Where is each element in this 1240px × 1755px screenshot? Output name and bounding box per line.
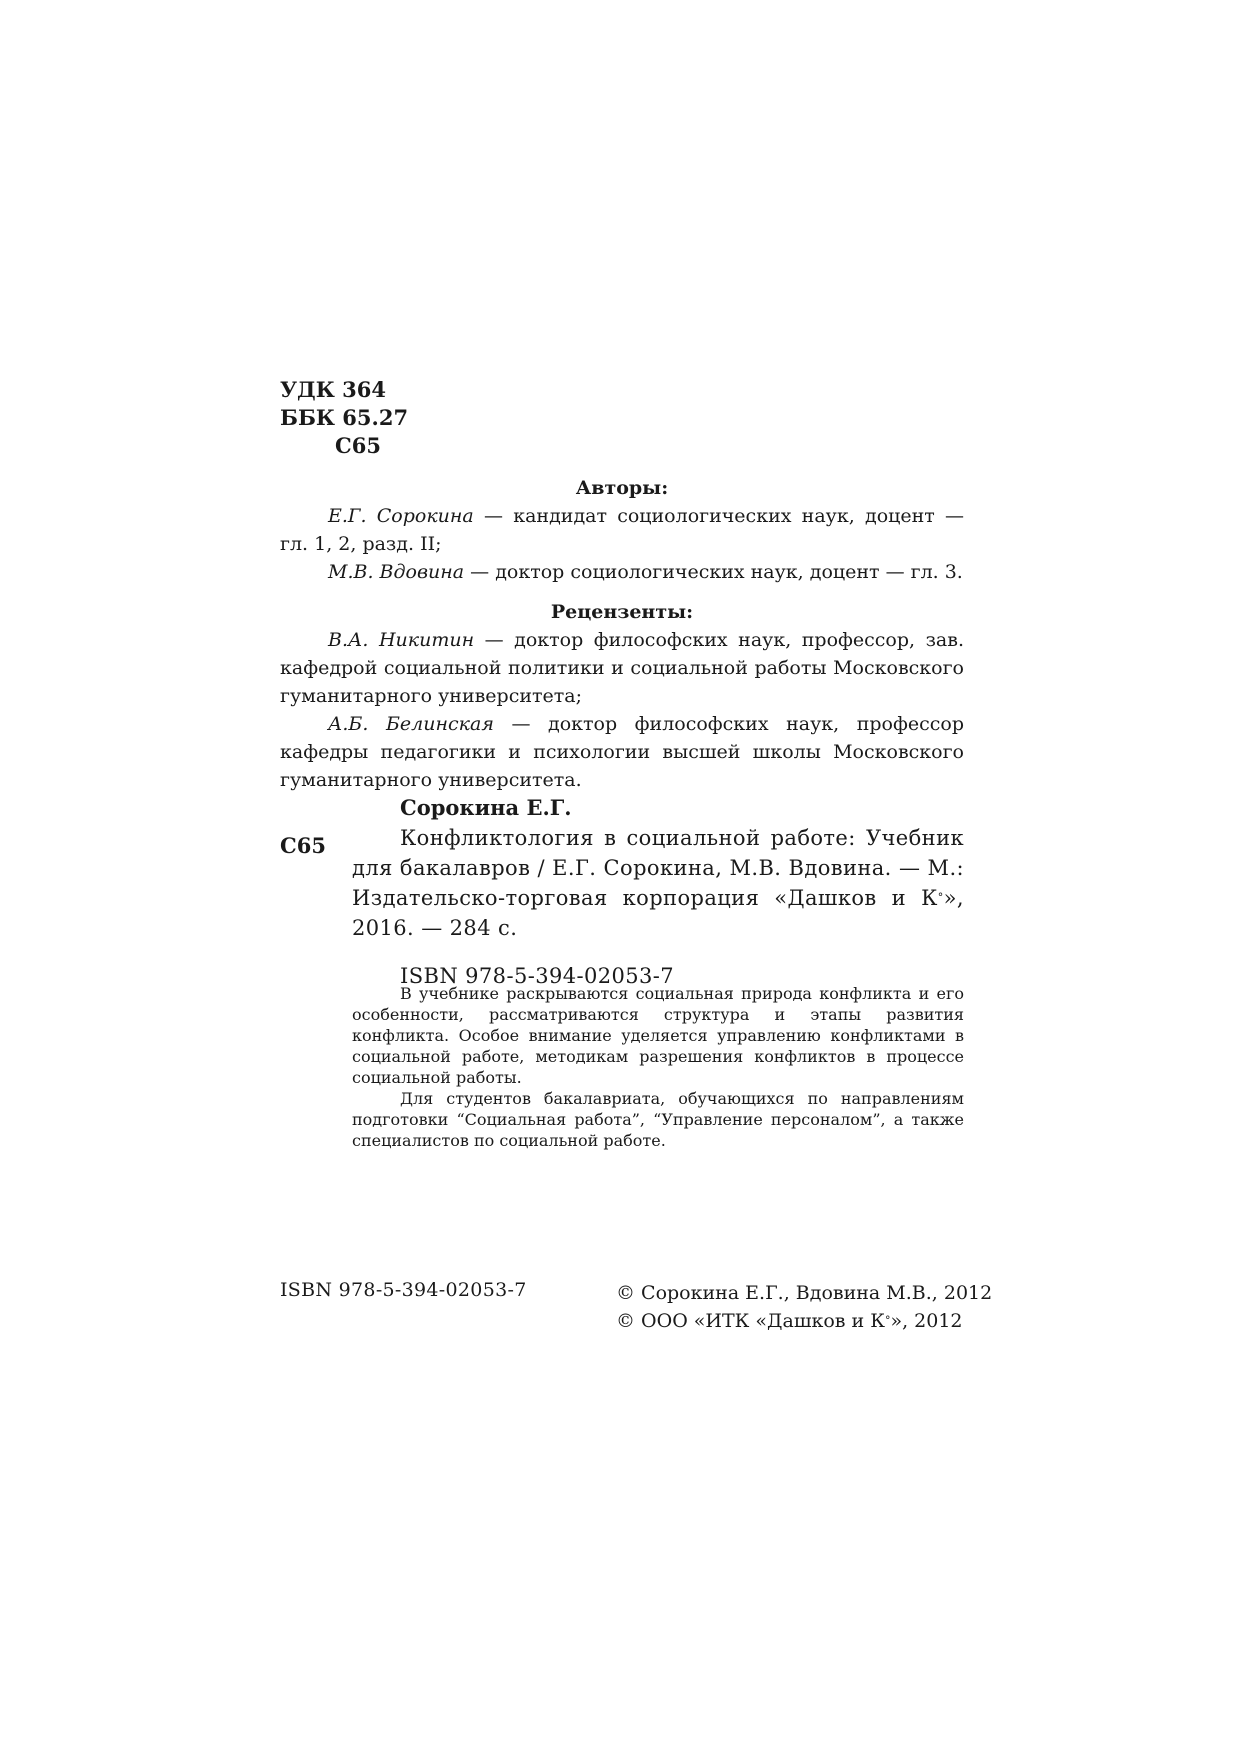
footer-isbn: ISBN 978-5-394-02053-7 — [280, 1279, 527, 1301]
reviewer-entry — [280, 626, 964, 710]
bbk-code: ББК 65.27 — [280, 405, 409, 430]
author-name: Е.Г. Сорокина — [328, 505, 474, 527]
reviewers-title: Рецензенты: — [550, 601, 694, 623]
author-description: — доктор социологических наук, доцент — гл. 3. — [464, 561, 963, 583]
reviewer-name: В.А. Никитин — [328, 629, 475, 651]
copyright-publisher: © ООО «ИТК «Дашков и К°», 2012 — [616, 1310, 963, 1332]
copyright-notices — [616, 1279, 992, 1335]
abstract-paragraph: В учебнике раскрываются социальная природа конфликта и его особенности, рассматриваются структура и этапы развития конфликта. Особое внимание уделяется управлению конфликтами в социальной работе, методикам разрешения конфликтов в процессе социальной работы. — [352, 984, 964, 1087]
bibliographic-record — [352, 793, 964, 991]
author-name: М.В. Вдовина — [328, 561, 465, 583]
reviewer-description: — доктор философских наук, профессор кафедры педагогики и психологии высшей школы Московского гуманитарного университета. — [280, 713, 964, 791]
reviewer-entry — [280, 710, 964, 794]
copyright-authors: © Сорокина Е.Г., Вдовина М.В., 2012 — [616, 1282, 993, 1304]
degree-superscript: ° — [937, 891, 944, 904]
author-entry — [280, 502, 964, 558]
abstract — [352, 983, 964, 1151]
reviewers-section — [280, 598, 964, 794]
author-entry — [280, 558, 964, 586]
reviewer-description: — доктор философских наук, профессор, зав. кафедрой социальной политики и социальной работы Московского гуманитарного университета; — [280, 629, 964, 707]
authors-section — [280, 474, 964, 586]
catalog-card-code: С65 — [280, 833, 326, 858]
bibliographic-description: Конфликтология в социальной работе: Учебник для бакалавров / Е.Г. Сорокина, М.В. Вдовина. — М.: Издательско-торговая корпорация «Дашков и К°», 2016. — 284 с. — [352, 826, 964, 940]
author-description: — кандидат социологических наук, доцент — гл. 1, 2, разд. II; — [280, 505, 964, 555]
udk-code: УДК 364 — [280, 377, 386, 402]
degree-superscript: ° — [884, 1314, 891, 1327]
classification-codes — [280, 376, 408, 460]
authors-title: Авторы: — [575, 477, 669, 499]
author-sign-code: С65 — [335, 433, 381, 458]
abstract-paragraph: Для студентов бакалавриата, обучающихся по направлениям подготовки “Социальная работа”, “Управление персоналом”, а также специалистов по социальной работе. — [352, 1089, 964, 1150]
reviewer-name: А.Б. Белинская — [328, 713, 494, 735]
bibliographic-heading: Сорокина Е.Г. — [400, 795, 572, 820]
bibliographic-isbn: ISBN 978-5-394-02053-7 — [400, 964, 675, 988]
